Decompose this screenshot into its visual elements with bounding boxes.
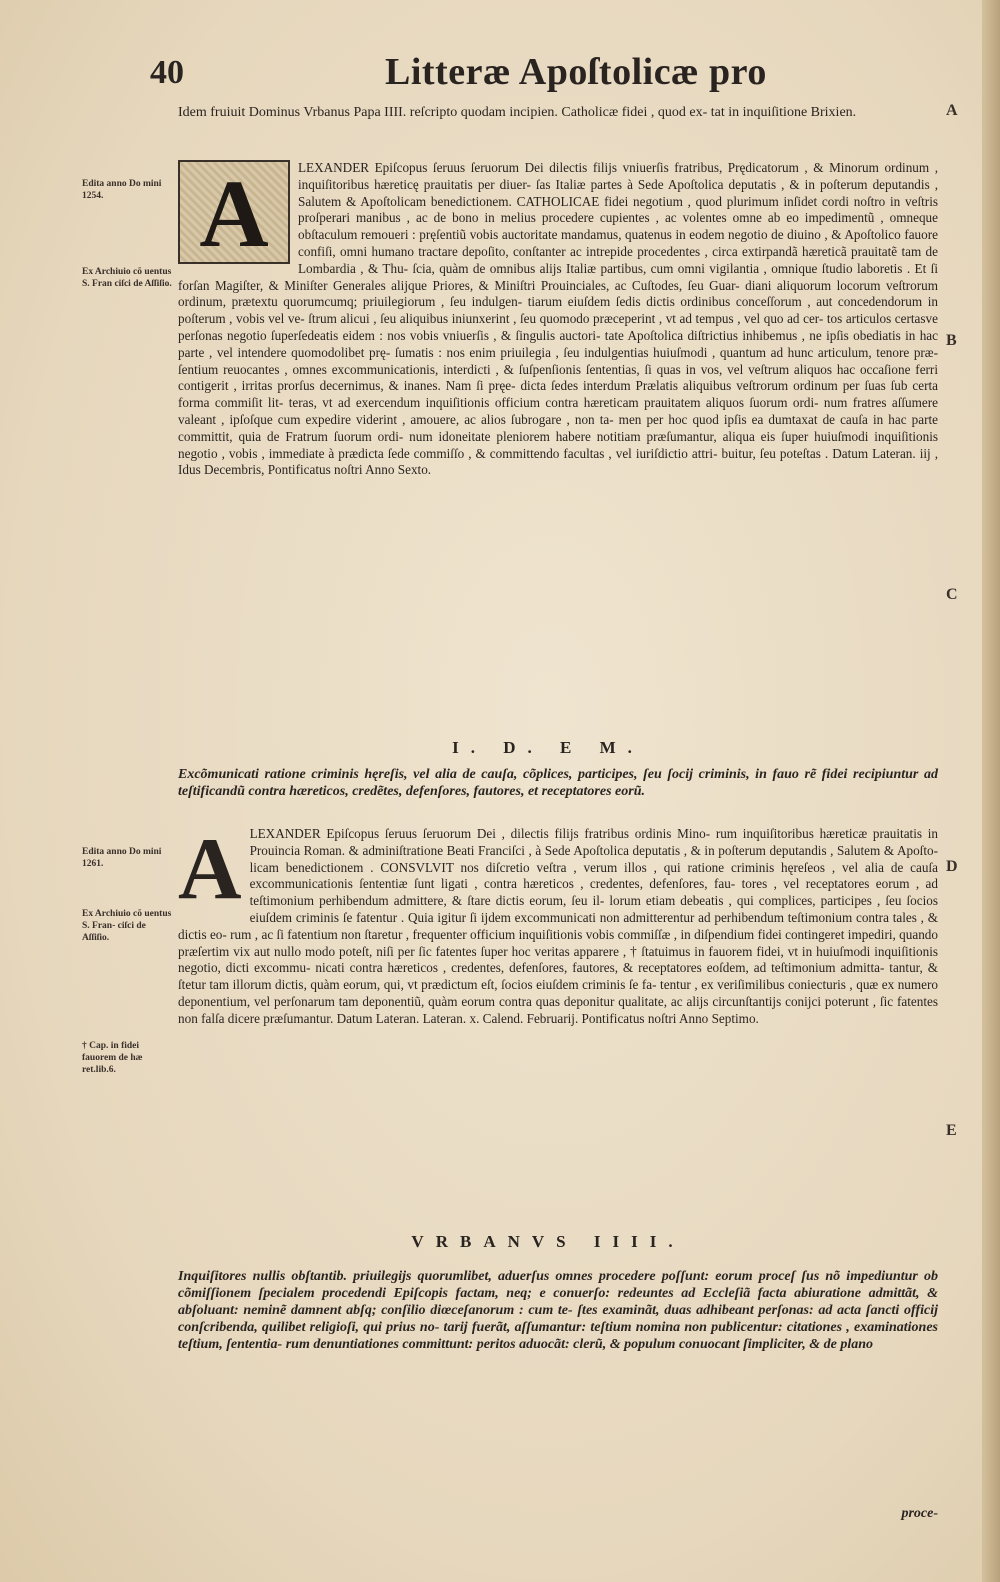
summary-2: Inquiſitores nullis obſtantib. priuilegijs quorumlibet, aduerſus omnes procedere poſſunt: eorum proceſ ſus nõ impediuntur ob cõmiſſionem ſpecialem procedendi Epiſcopis factam, neq; e conuerſo: redeuntes ad Eccleſiã facta abiuratione admittãt, & abſoluant: neminẽ damnent abſq; conſilio diœceſanorum : cum te- ſtes examinãt, duas adhibeant perſonas: ad acta ſancti officij conſcribenda, quilibet religioſi, qui prius no- tarij fuerãt, aſſumantur: teſtium nomina non publicentur: citationes , examinationes teſtium, ſententia- rum denuntiationes committunt: peritos aduocãt: clerũ, & populum conuocant ſimpliciter, & de plano: [178, 1269, 938, 1352]
margin-note-cap-reference: † Cap. in fidei fauorem de hæ ret.lib.6.: [82, 1041, 143, 1075]
margin-note-edita-1: Edita anno Do mini 1254.: [82, 179, 162, 201]
section-heading-idem: I. D. E M.: [452, 738, 644, 757]
intro-text: Idem fruiuit Dominus Vrbanus Papa IIII. reſcripto quodam incipien. Catholicæ fidei , quod ex- tat in inquiſitione Brixien.: [178, 105, 857, 120]
letter-2: [178, 821, 938, 1028]
running-title: Litteræ Apoſtolicæ pro: [385, 51, 767, 93]
page-header: [150, 50, 930, 102]
page-edge: [982, 0, 1000, 1582]
summary-1: Excõmunicati ratione criminis hęreſis, vel alia de cauſa, cõplices, participes, ſeu ſocij criminis, in fauo rẽ fidei recipiuntur ad teſtificandũ contra hæreticos, credẽtes, defenſores, fautores, et receptatores eorũ.: [178, 767, 938, 799]
letter-1-text: LEXANDER Epiſcopus ſeruus ſeruorum Dei dilectis filijs vniuerſis fratribus, Prędicatorum , & Minorum ordinum , inquiſitoribus hæreticę prauitatis per diuer- ſas Italiæ partes à Sede Apoſtolica deputatis , & in poſterum deputandis , Salutem & Apoſtolicam benedictionem. CATHOLICAE fidei negotium , quod plurimum inſidet cordi noſtro in veſtris proſperari manibus , ac de bono in melius procedere cupientes , ac volentes omne ab eo impedimentũ , omneque obſtaculum remoueri : pręſentiũ vobis auctoritate mandamus, quatenus in eodem negotio de diuino , & Apoſtolico fauore confiſi, omni humano tractare depoſito, conſtanter ac intrepide procedentes , circa extirpandã hæreticã prauitatẽ tam de Lombardia , & Thu- ſcia, quàm de omnibus alijs Italiæ partibus, cum omni vigilantia , omnique ſtudio laboretis . Et ſi forſan Magiſter, & Miniſter Generales alijque Priores, & Miniſtri Prouinciales, ac Cuſtodes, ſeu Guar- diani aliquorum locorum veſtrorum ordinum, prætextu quorumcumq; priuilegiorum , ſeu indulgen- tiarum eiuſdem ſedis dictis ordinibus conceſſorum , aut concedendorum in poſterum , vobis vel ve- ſtrum alicui , ſeu aliquibus iniunxerint , ſeu quomodo præceperint , vt ad tempus , vel quo ad cer- tos articulos certasve perſonas negotio ſuperſedeatis eidem : nos vobis vniuerſis , & ſingulis auctori- tate Apoſtolica diſtrictius inhibemus , ne ipſis obediatis in hac parte , vel intendere quomodolibet prę- ſumatis : nos enim priuilegia , ſeu indulgentias huiuſmodi , quantum ad hunc articulum, tenore præ- ſentium reuocantes , omnes excommunicationis, interdicti , & ſuſpenſionis ſententias, ſi quas in vos, vel veſtrum aliquos hac occaſione ferri contigerit , irritas prorſus decernimus, & inanes. Nam ſi pręe- dicta ſedes interdum Prælatis aliquibus veſtrorum ordinum per ſuas ſub certa forma commiſit lit- teras, vt ad exercendum inquiſitionis officium contra hæreticam prauitatem aliquos ſuorum ordi- num fratres aſſumere valeant , ipſoſque cum expedire viderint , amouere, ac alios ſubrogare , non ta- men per hoc quod ipſis ea dumtaxat de cauſa in hac parte committit, quia de Fratrum ſuorum ordi- num idoneitate pleniorem habere notitiam præſumantur, aliqua eis ſuper huiuſmodi inquiſitionis negotio , vobis , immediate à prædicta ſede commiſſo , & committendo facultas , vel iuriſdictio attri- buitur, ſeu poteſtas . Datum Lateran. iij , Idus Decembris, Pontificatus noſtri Anno Sexto.: [178, 160, 938, 478]
margin-letter-e: E: [946, 1122, 957, 1139]
drop-cap-letter-2: A: [178, 821, 242, 918]
section-heading-urbanus: VRBANVS IIII.: [411, 1232, 685, 1251]
catchword: proce-: [901, 1506, 938, 1521]
margin-note-archivio-1: Ex Archiuio cõ uentus S. Fran ciſci de Aſſiſio.: [82, 267, 172, 289]
intro-paragraph: [178, 104, 918, 122]
letter-1: [178, 160, 938, 479]
margin-letter-b: B: [946, 332, 957, 349]
margin-letter-d: D: [946, 858, 958, 875]
margin-letter-a: A: [946, 102, 958, 119]
ornamental-initial: [178, 160, 290, 267]
drop-cap-letter: A: [199, 160, 269, 267]
letter-2-text: LEXANDER Epiſcopus ſeruus ſeruorum Dei , dilectis filijs fratribus ordinis Mino- rum inquiſitoribus hæreticæ prauitatis in Prouincia Roman. & adminiſtratione Beati Franciſci , à Sede Apoſtolica deputatis , & in poſterum deputandis , Salutem & Apoſto- licam benedictionem . CONSVLVIT nos diſcretio veſtra , verum illos , qui ratione criminis hęreſeos , vel alia de cauſa excommunicationis ſententiæ ſunt ligati , contra hæreticos , credentes, defenſores, fau- tores , vel receptatores eorum , ad teſtimonium perhibendum admittere, & ſtare dictis eorum, ſeu il- lorum etiam debeatis , qui complices, participes , ſeu ſocios eiuſdem criminis ſe fatentur . Quia igitur ſi ijdem excommunicati non admitterentur ad perhibendum teſtimonium contra tales , & dictis eo- rum , ac ſi fatentium non ſtaretur , frequenter officium inquiſitionis vobis commiſſæ , in diſpendium fidei contingeret impediri, quando præſertim vix aut nullo modo poteſt, niſi per ſic fatentes ſuper hoc veritas apparere , † ſtatuimus in fauorem fidei, vt in huiuſmodi inquiſitionis negotio, dicti excommu- nicati contra hæreticos , credentes, defenſores, fautores, & receptatores eoſdem, ad teſtimonium admitta- tantur, & ſtetur tam illorum dictis, quàm eorum, qui, vt prædictum eſt, ſocios eiuſdem criminis ſe fa- tentur , ex veriſimilibus coniecturis , quæ ex numero deponentium, vel perſonarum tam deponentiũ, quàm eorum contra quas deponitur qualitate, ac alijs circunſtantijs conijci poterunt , ſic fatentes non falſa dicere præſumantur. Datum Lateran. Lateran. x. Calend. Februarij. Pontificatus noſtri Anno Septimo.: [178, 826, 938, 1026]
page-number: 40: [150, 54, 184, 91]
margin-note-edita-2: Edita anno Do mini 1261.: [82, 847, 162, 869]
margin-note-archivio-2: Ex Archiuio cõ uentus S. Fran- ciſci de Aſſiſio.: [82, 909, 172, 943]
margin-letter-c: C: [946, 586, 958, 603]
